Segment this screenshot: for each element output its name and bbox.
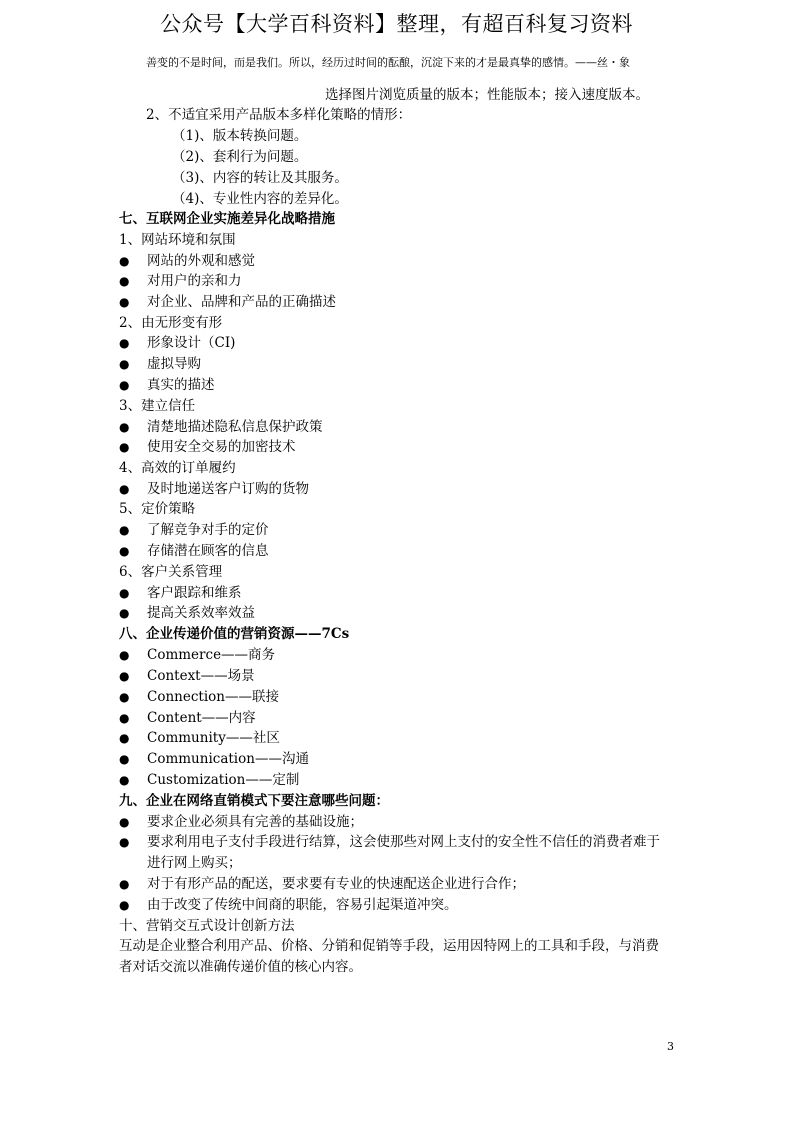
subheading: 2、由无形变有形 <box>119 315 223 331</box>
list-item: 提高关系效率效益 <box>147 605 255 621</box>
list-item: 清楚地描述隐私信息保护政策 <box>147 419 323 435</box>
list-item: 由于改变了传统中间商的职能，容易引起渠道冲突。 <box>147 897 458 913</box>
bullet-icon: ● <box>119 606 130 620</box>
text-line: （1)、版本转换问题。 <box>172 128 308 144</box>
bullet-icon: ● <box>119 336 130 350</box>
list-item: 存储潜在顾客的信息 <box>147 543 269 559</box>
bullet-icon: ● <box>119 835 130 849</box>
page-number: 3 <box>667 1040 674 1053</box>
list-item: Commerce——商务 <box>147 647 276 663</box>
list-item: 了解竞争对手的定价 <box>147 522 269 538</box>
paragraph-line: 者对话交流以准确传递价值的核心内容。 <box>119 959 362 975</box>
list-item: 网站的外观和感觉 <box>147 253 255 269</box>
bullet-icon: ● <box>119 544 130 558</box>
section-heading: 九、企业在网络直销模式下要注意哪些问题： <box>119 793 389 809</box>
list-item: Customization——定制 <box>147 772 300 788</box>
list-item: 客户跟踪和维系 <box>147 585 242 601</box>
list-item: 要求企业必须具有完善的基础设施； <box>147 814 363 830</box>
bullet-icon: ● <box>119 711 130 725</box>
bullet-icon: ● <box>119 669 130 683</box>
subheading: 5、定价策略 <box>119 501 196 517</box>
subheading: 3、建立信任 <box>119 398 196 414</box>
page-header-title: 公众号【大学百科资料】整理，有超百科复习资料 <box>160 12 633 36</box>
bullet-icon: ● <box>119 690 130 704</box>
bullet-icon: ● <box>119 274 130 288</box>
section-heading: 八、企业传递价值的营销资源——7Cs <box>119 626 350 642</box>
section-heading: 十、营销交互式设计创新方法 <box>119 918 295 934</box>
bullet-icon: ● <box>119 357 130 371</box>
list-item: 对于有形产品的配送，要求要有专业的快速配送企业进行合作； <box>147 876 525 892</box>
header-quote: 善变的不是时间，而是我们。所以，经历过时间的酝酿，沉淀下来的才是最真挚的感情。——丝・象 <box>146 56 630 69</box>
list-item: 真实的描述 <box>147 377 215 393</box>
bullet-icon: ● <box>119 378 130 392</box>
text-line: （3)、内容的转让及其服务。 <box>172 170 348 186</box>
subheading: 1、网站环境和氛围 <box>119 232 236 248</box>
list-item: 及时地递送客户订购的货物 <box>147 481 309 497</box>
text-line: 2、不适宜采用产品版本多样化策略的情形： <box>146 107 412 123</box>
bullet-icon: ● <box>119 773 130 787</box>
section-heading: 七、互联网企业实施差异化战略措施 <box>119 211 335 227</box>
bullet-icon: ● <box>119 295 130 309</box>
list-item: Context——场景 <box>147 668 255 684</box>
text-line: 选择图片浏览质量的版本；性能版本；接入速度版本。 <box>325 87 649 103</box>
bullet-icon: ● <box>119 731 130 745</box>
bullet-icon: ● <box>119 648 130 662</box>
list-item: 使用安全交易的加密技术 <box>147 439 296 455</box>
bullet-icon: ● <box>119 898 130 912</box>
subheading: 6、客户关系管理 <box>119 564 223 580</box>
list-item: 对用户的亲和力 <box>147 273 242 289</box>
list-item: 对企业、品牌和产品的正确描述 <box>147 294 336 310</box>
list-item: Community——社区 <box>147 730 280 746</box>
list-item: 虚拟导购 <box>147 356 201 372</box>
bullet-icon: ● <box>119 586 130 600</box>
bullet-icon: ● <box>119 752 130 766</box>
list-item: 形象设计（CI) <box>147 335 236 351</box>
list-item: Content——内容 <box>147 710 256 726</box>
bullet-icon: ● <box>119 420 130 434</box>
bullet-icon: ● <box>119 877 130 891</box>
list-item: Connection——联接 <box>147 689 279 705</box>
list-item: 要求利用电子支付手段进行结算，这会使那些对网上支付的安全性不信任的消费者难于 <box>147 834 660 850</box>
bullet-icon: ● <box>119 440 130 454</box>
bullet-icon: ● <box>119 523 130 537</box>
paragraph-line: 互动是企业整合利用产品、价格、分销和促销等手段，运用因特网上的工具和手段，与消费 <box>119 938 659 954</box>
text-line: （2)、套利行为问题。 <box>172 149 308 165</box>
text-line: （4)、专业性内容的差异化。 <box>172 191 348 207</box>
list-item-continuation: 进行网上购买； <box>147 855 242 871</box>
bullet-icon: ● <box>119 254 130 268</box>
bullet-icon: ● <box>119 482 130 496</box>
list-item: Communication——沟通 <box>147 751 309 767</box>
subheading: 4、高效的订单履约 <box>119 460 236 476</box>
bullet-icon: ● <box>119 815 130 829</box>
